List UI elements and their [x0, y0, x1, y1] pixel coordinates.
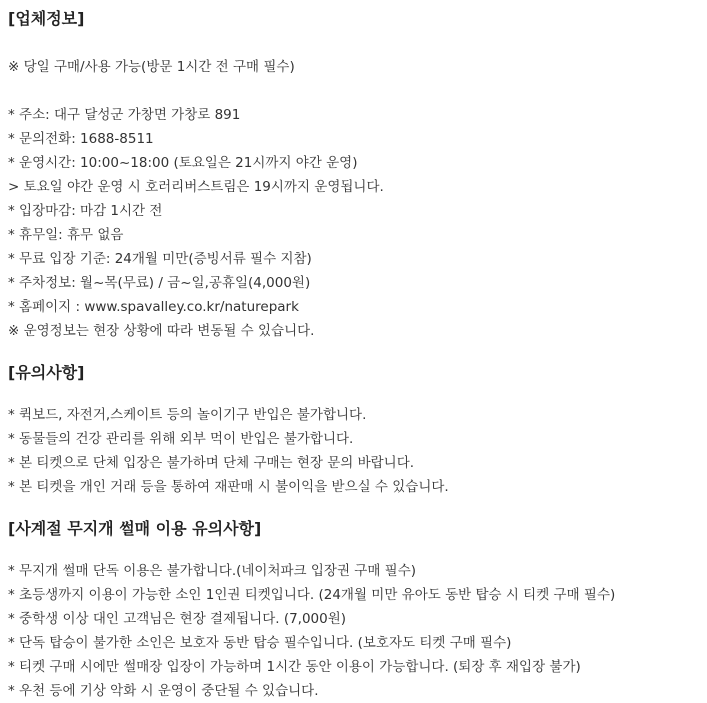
- info-phone: * 문의전화: 1688-8511: [8, 131, 154, 147]
- spacer: [8, 79, 703, 103]
- caution-item: * 동물들의 건강 관리를 위해 외부 먹이 반입은 불가합니다.: [8, 431, 354, 447]
- caution-item: * 본 티켓을 개인 거래 등을 통하여 재판매 시 불이익을 받으실 수 있습니다.: [8, 479, 449, 495]
- sled-item: * 초등생까지 이용이 가능한 소인 1인권 티켓입니다. (24개월 미만 유아도 동반 탑승 시 티켓 구매 필수): [8, 587, 616, 603]
- info-hours: * 운영시간: 10:00~18:00 (토요일은 21시까지 야간 운영): [8, 155, 358, 171]
- spacer: [8, 385, 703, 403]
- sled-item: * 중학생 이상 대인 고객님은 현장 결제됩니다. (7,000원): [8, 611, 347, 627]
- info-homepage: * 홈페이지 : www.spavalley.co.kr/naturepark: [8, 299, 299, 315]
- spacer: [8, 31, 703, 55]
- sled-item: * 단독 탑승이 불가한 소인은 보호자 동반 탑승 필수입니다. (보호자도 티켓 구매 필수): [8, 635, 512, 651]
- section-title-business-info: [업체정보]: [8, 9, 85, 28]
- info-entry-deadline: * 입장마감: 마감 1시간 전: [8, 203, 163, 219]
- sled-item: * 티켓 구매 시에만 썰매장 입장이 가능하며 1시간 동안 이용이 가능합니다. (퇴장 후 재입장 불가): [8, 659, 581, 675]
- info-holiday: * 휴무일: 휴무 없음: [8, 227, 124, 243]
- notice-text: ※ 당일 구매/사용 가능(방문 1시간 전 구매 필수): [8, 59, 295, 75]
- info-change-notice: ※ 운영정보는 현장 상황에 따라 변동될 수 있습니다.: [8, 323, 315, 339]
- caution-item: * 본 티켓으로 단체 입장은 불가하며 단체 구매는 현장 문의 바랍니다.: [8, 455, 415, 471]
- info-saturday-note: > 토요일 야간 운영 시 호러리버스트림은 19시까지 운영됩니다.: [8, 179, 384, 195]
- info-parking: * 주차정보: 월~목(무료) / 금~일,공휴일(4,000원): [8, 275, 311, 291]
- section-title-sled-cautions: [사계절 무지개 썰매 이용 유의사항]: [8, 519, 262, 538]
- section-title-cautions: [유의사항]: [8, 363, 85, 382]
- info-free-entry: * 무료 입장 기준: 24개월 미만(증빙서류 필수 지참): [8, 251, 312, 267]
- info-address: * 주소: 대구 달성군 가창면 가창로 891: [8, 107, 241, 123]
- spacer: [8, 541, 703, 559]
- info-document: [8, 0, 703, 703]
- caution-item: * 퀵보드, 자전거,스케이트 등의 놀이기구 반입은 불가합니다.: [8, 407, 367, 423]
- sled-item: * 무지개 썰매 단독 이용은 불가합니다.(네이처파크 입장권 구매 필수): [8, 563, 417, 579]
- sled-item: * 우천 등에 기상 악화 시 운영이 중단될 수 있습니다.: [8, 683, 319, 699]
